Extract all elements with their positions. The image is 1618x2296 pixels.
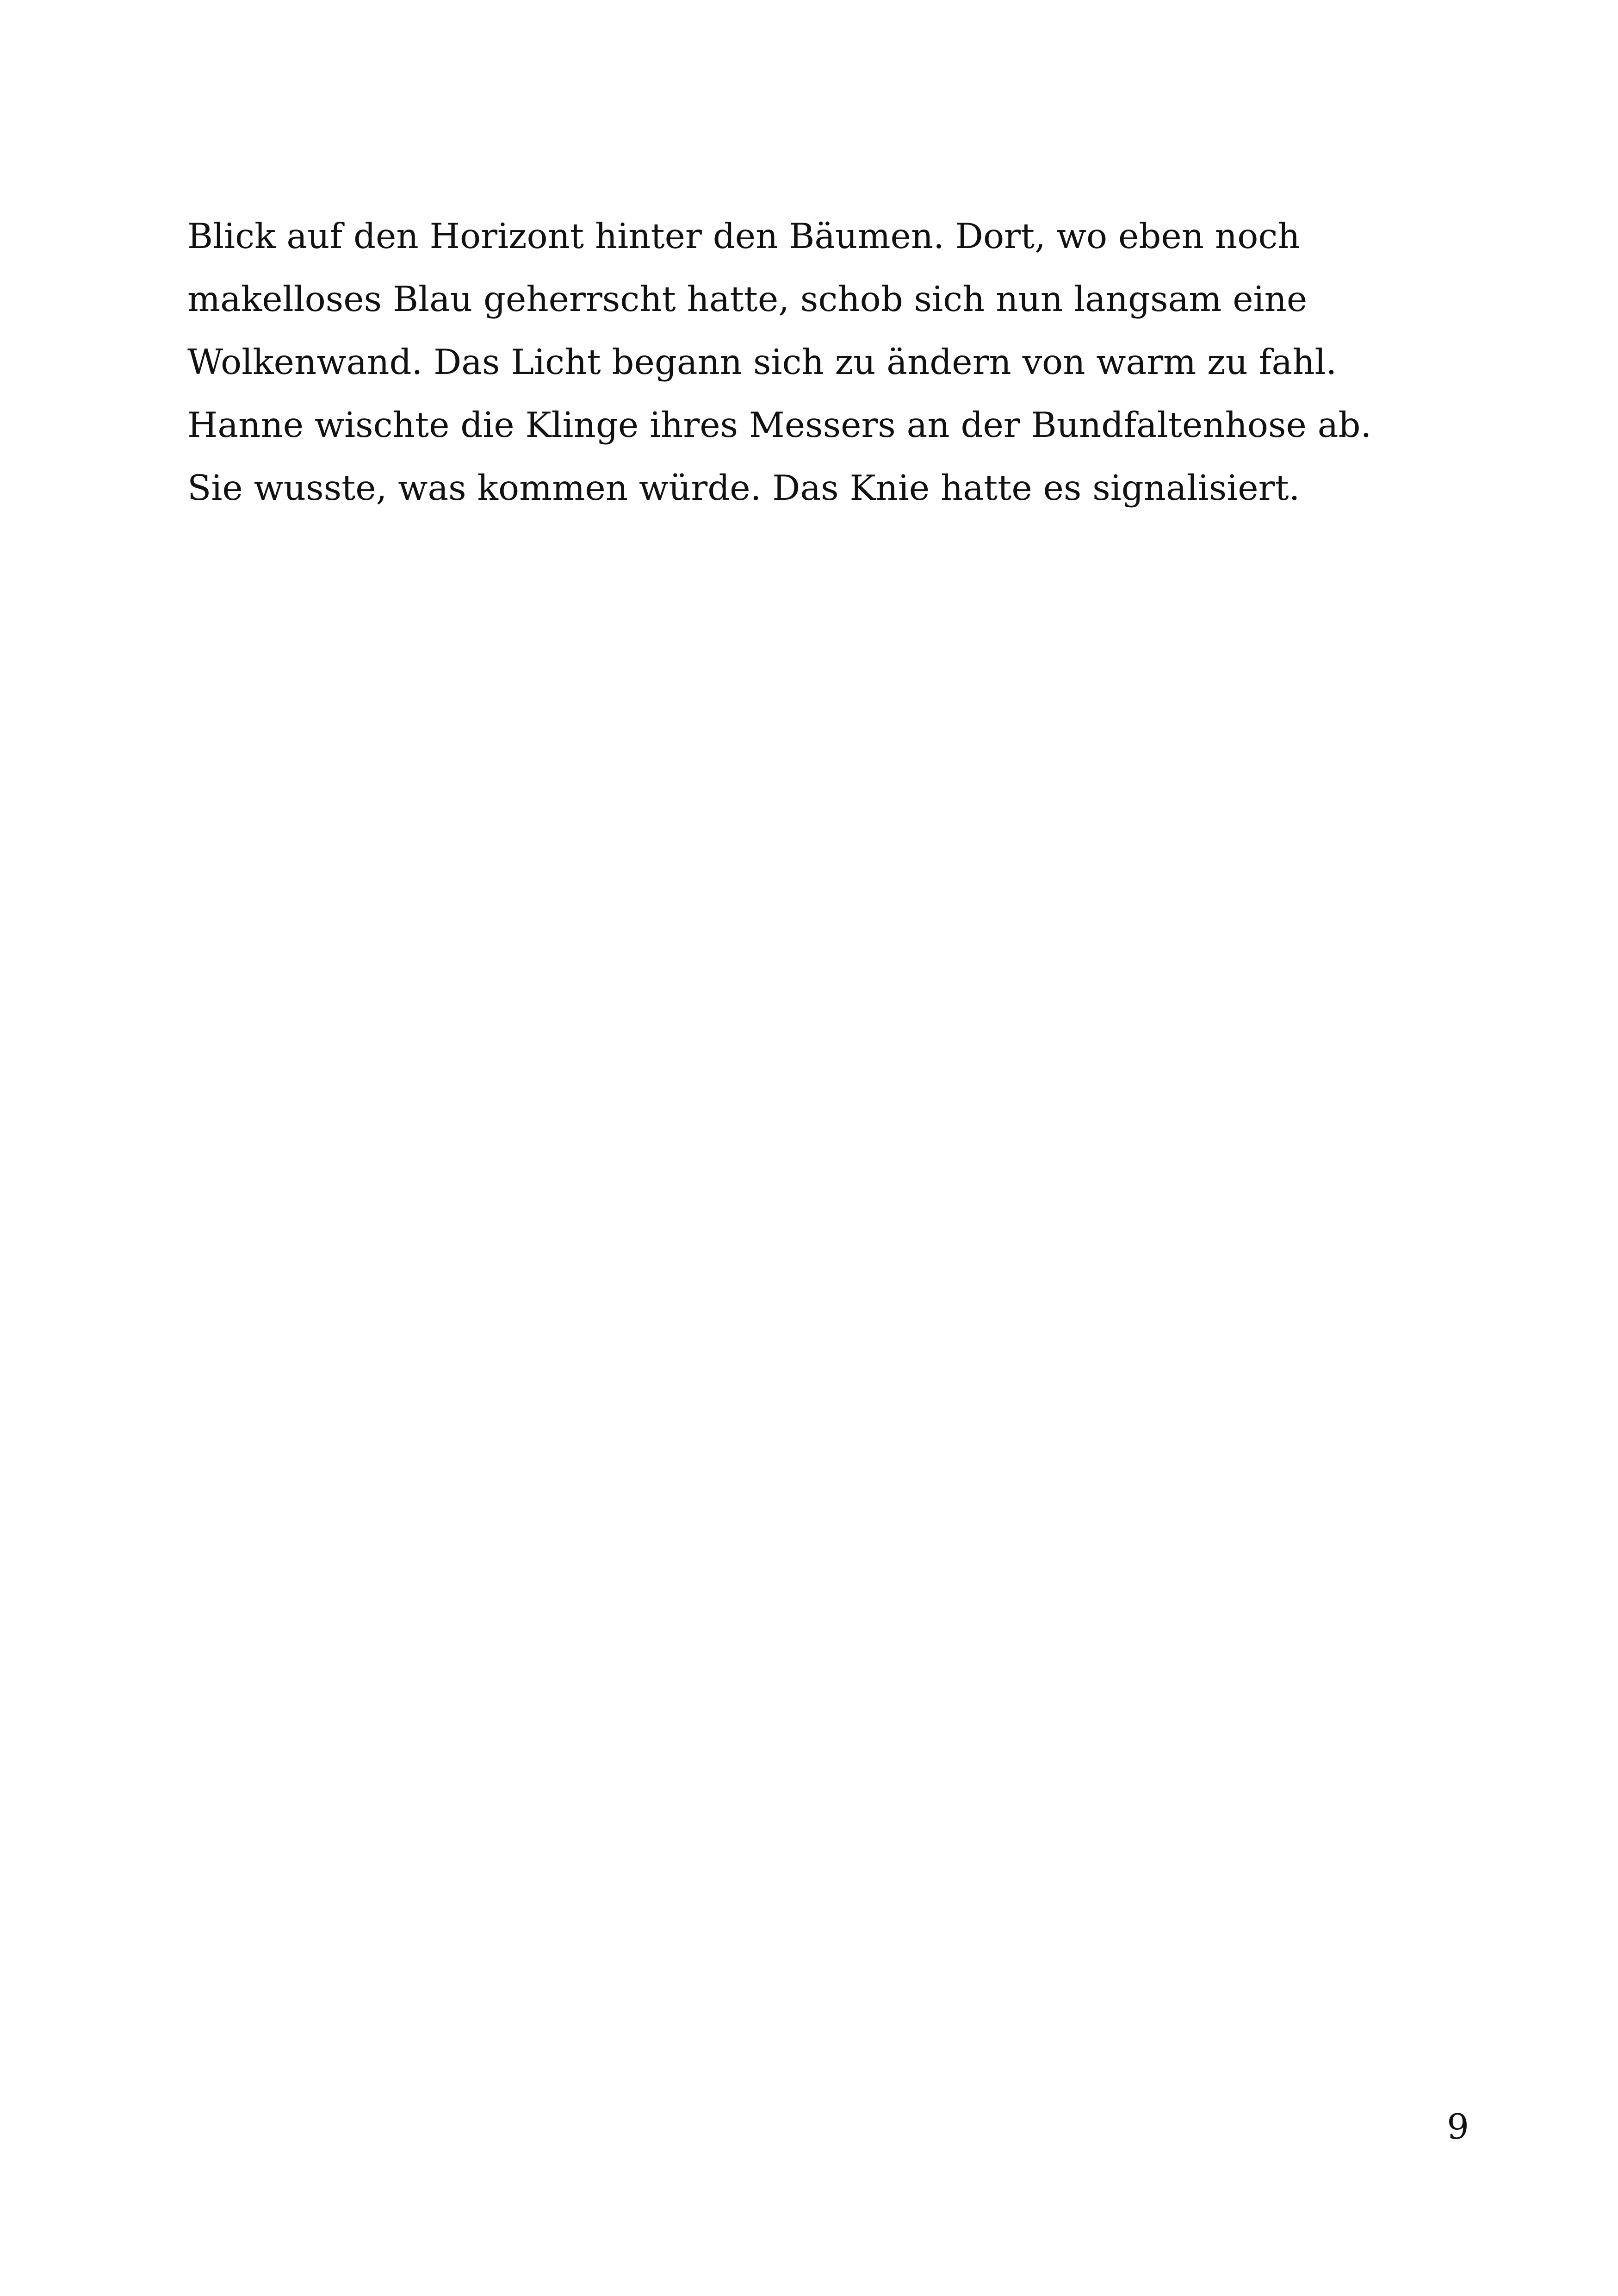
body-paragraph [187, 205, 1464, 519]
page-number: 9 [1447, 2106, 1469, 2147]
text-line-5: Sie wusste, was kommen würde. Das Knie hatte es signalisiert. [187, 467, 1300, 508]
text-line-4: Hanne wischte die Klinge ihres Messers an der Bundfaltenhose ab. [187, 404, 1372, 445]
text-line-3: Wolkenwand. Das Licht begann sich zu ändern von warm zu fahl. [187, 342, 1337, 382]
text-line-1: Blick auf den Horizont hinter den Bäumen. Dort, wo eben noch [187, 216, 1300, 256]
text-line-2: makelloses Blau geherrscht hatte, schob sich nun langsam eine [187, 279, 1308, 319]
